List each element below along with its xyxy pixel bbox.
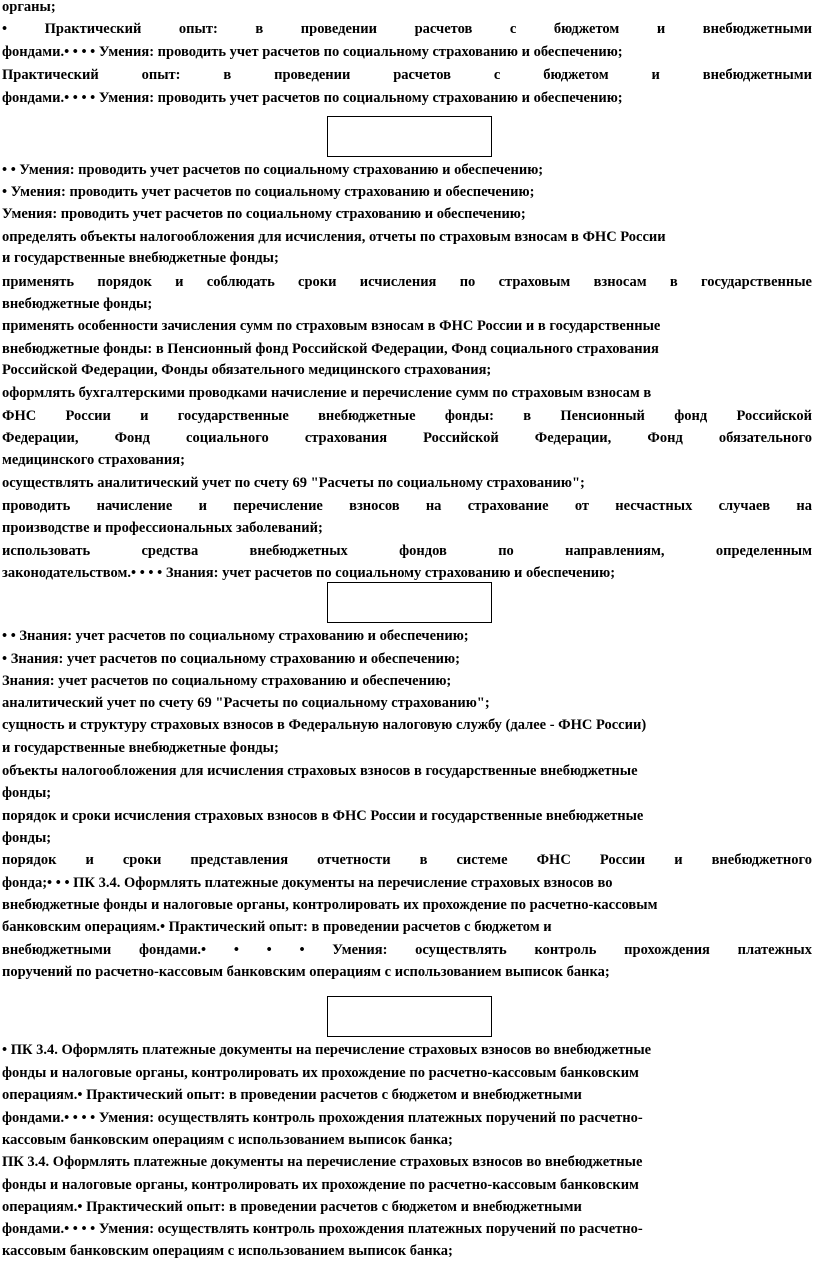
text-line: кассовым банковским операциям с использованием выписок банка; <box>2 1132 453 1148</box>
text-line: операциям.• Практический опыт: в проведении расчетов с бюджетом и внебюджетными <box>2 1199 582 1215</box>
text-line: Знания: учет расчетов по социальному страхованию и обеспечению; <box>2 673 452 689</box>
text-line: Практический опыт: в проведении расчетов с бюджетом и внебюджетными <box>2 67 812 83</box>
text-line: фонды; <box>2 830 52 846</box>
text-line: фондами.• • • • Умения: осуществлять контроль прохождения платежных поручений по расчетно- <box>2 1110 643 1126</box>
text-line: фондами.• • • • Умения: осуществлять контроль прохождения платежных поручений по расчетно- <box>2 1221 643 1237</box>
text-line: поручений по расчетно-кассовым банковским операциям с использованием выписок банка; <box>2 964 610 980</box>
text-line: внебюджетные фонды; <box>2 296 153 312</box>
text-line: проводить начисление и перечисление взносов на страхование от несчастных случаев на <box>2 498 812 514</box>
image-placeholder-box <box>327 116 492 157</box>
text-line: Российской Федерации, Фонды обязательного медицинского страхования; <box>2 362 492 378</box>
text-line: Федерации, Фонд социального страхования Российской Федерации, Фонд обязательного <box>2 430 812 446</box>
text-line: аналитический учет по счету 69 "Расчеты по социальному страхованию"; <box>2 695 490 711</box>
text-line: кассовым банковским операциям с использованием выписок банка; <box>2 1243 453 1259</box>
text-line: фонды и налоговые органы, контролировать их прохождение по расчетно-кассовым банковским <box>2 1177 639 1193</box>
text-line: внебюджетные фонды и налоговые органы, контролировать их прохождение по расчетно-кассовым <box>2 897 658 913</box>
text-line: • ПК 3.4. Оформлять платежные документы на перечисление страховых взносов во внебюджетные <box>2 1042 652 1058</box>
text-line: Умения: проводить учет расчетов по социальному страхованию и обеспечению; <box>2 206 526 222</box>
text-line: фондами.• • • • Умения: проводить учет расчетов по социальному страхованию и обеспечению; <box>2 44 623 60</box>
text-line: • Практический опыт: в проведении расчетов с бюджетом и внебюджетными <box>2 21 812 37</box>
text-line: внебюджетными фондами.• • • • Умения: осуществлять контроль прохождения платежных <box>2 942 812 958</box>
text-line: внебюджетные фонды: в Пенсионный фонд Российской Федерации, Фонд социального страхования <box>2 341 659 357</box>
text-line: • • Умения: проводить учет расчетов по социальному страхованию и обеспечению; <box>2 162 544 178</box>
text-line: оформлять бухгалтерскими проводками начисление и перечисление сумм по страховым взносам в <box>2 385 652 401</box>
text-line: ФНС России и государственные внебюджетные фонды: в Пенсионный фонд Российской <box>2 408 812 424</box>
text-line: фонды; <box>2 785 52 801</box>
text-line: фонда;• • • ПК 3.4. Оформлять платежные документы на перечисление страховых взносов во <box>2 875 613 891</box>
text-line: применять порядок и соблюдать сроки исчисления по страховым взносам в государственные <box>2 274 812 290</box>
text-line: законодательством.• • • • Знания: учет расчетов по социальному страхованию и обеспечению; <box>2 565 616 581</box>
text-line: порядок и сроки представления отчетности в системе ФНС России и внебюджетного <box>2 852 812 868</box>
text-line: фондами.• • • • Умения: проводить учет расчетов по социальному страхованию и обеспечению; <box>2 90 623 106</box>
text-line: фонды и налоговые органы, контролировать их прохождение по расчетно-кассовым банковским <box>2 1065 639 1081</box>
text-line: производстве и профессиональных заболеваний; <box>2 520 323 536</box>
text-line: • Знания: учет расчетов по социальному страхованию и обеспечению; <box>2 651 460 667</box>
text-line: осуществлять аналитический учет по счету 69 "Расчеты по социальному страхованию"; <box>2 475 585 491</box>
text-line: органы; <box>2 0 56 15</box>
text-line: медицинского страхования; <box>2 452 185 468</box>
text-line: сущность и структуру страховых взносов в Федеральную налоговую службу (далее - ФНС России) <box>2 717 647 733</box>
text-line: • Умения: проводить учет расчетов по социальному страхованию и обеспечению; <box>2 184 535 200</box>
text-line: определять объекты налогообложения для исчисления, отчеты по страховым взносам в ФНС России <box>2 229 666 245</box>
text-line: порядок и сроки исчисления страховых взносов в ФНС России и государственные внебюджетные <box>2 808 644 824</box>
text-line: операциям.• Практический опыт: в проведении расчетов с бюджетом и внебюджетными <box>2 1087 582 1103</box>
text-line: объекты налогообложения для исчисления страховых взносов в государственные внебюджетные <box>2 763 638 779</box>
image-placeholder-box <box>327 996 492 1037</box>
text-line: • • Знания: учет расчетов по социальному страхованию и обеспечению; <box>2 628 469 644</box>
text-line: банковским операциям.• Практический опыт: в проведении расчетов с бюджетом и <box>2 919 552 935</box>
text-line: ПК 3.4. Оформлять платежные документы на перечисление страховых взносов во внебюджетные <box>2 1154 643 1170</box>
text-line: применять особенности зачисления сумм по страховым взносам в ФНС России и в государственные <box>2 318 661 334</box>
text-line: и государственные внебюджетные фонды; <box>2 250 279 266</box>
text-line: и государственные внебюджетные фонды; <box>2 740 279 756</box>
image-placeholder-box <box>327 582 492 623</box>
text-line: использовать средства внебюджетных фондов по направлениям, определенным <box>2 543 812 559</box>
